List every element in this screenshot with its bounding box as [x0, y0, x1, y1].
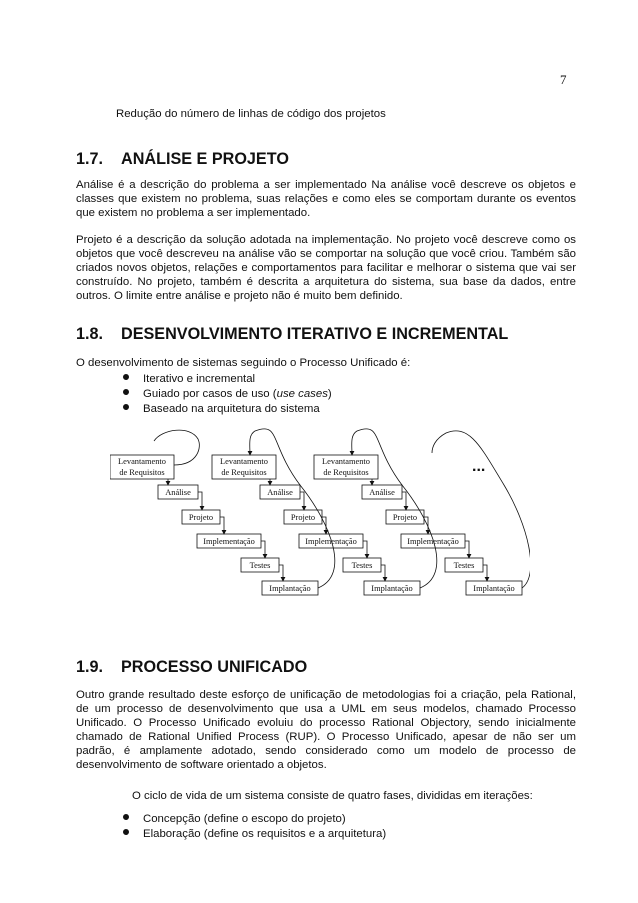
label-implantacao: Implantação — [371, 584, 413, 593]
bullet-item — [123, 387, 332, 401]
paragraph-ciclo-de-vida: O ciclo de vida de um sistema consiste de quatro fases, divididas em iterações: — [132, 790, 533, 802]
paragraph-analise: Análise é a descrição do problema a ser implementado Na análise você descreve os objetos e classes que existem no problema, suas relações e como eles se comportam durante os eventos que existem no problema a ser implementado. — [76, 179, 576, 219]
bullet-item — [123, 812, 346, 826]
label-implantacao: Implantação — [473, 584, 515, 593]
label-projeto: Projeto — [290, 513, 316, 522]
bullet-text: Iterativo e incremental — [143, 373, 256, 385]
label-implementacao: Implementação — [407, 537, 459, 546]
section-title: ANÁLISE E PROJETO — [121, 150, 289, 168]
bullet-item — [123, 827, 386, 841]
label-requisitos: de Requisitos — [323, 468, 369, 477]
bullet-item — [123, 402, 320, 416]
label-projeto: Projeto — [392, 513, 418, 522]
label-levantamento: Levantamento — [322, 457, 370, 466]
label-testes: Testes — [249, 561, 271, 570]
section-title: DESENVOLVIMENTO ITERATIVO E INCREMENTAL — [121, 325, 509, 343]
label-analise: Análise — [369, 488, 395, 497]
label-implementacao: Implementação — [305, 537, 357, 546]
label-testes: Testes — [351, 561, 373, 570]
section-number: 1.7. — [76, 150, 104, 168]
bullet-text: Concepção (define o escopo do projeto) — [143, 813, 346, 825]
bullet-dot — [123, 404, 129, 410]
section-number: 1.9. — [76, 658, 104, 676]
bullet-text: Guiado por casos de uso ( — [143, 388, 277, 400]
paragraph-processo-unificado: Outro grande resultado deste esforço de unificação de metodologias foi a criação, pela Rational, de um processo de desenvolvimento que usa a UML em seus modelos, chamado Processo Unificado. O Processo Unificado evoluiu do processo Rational Objectory, sendo inicialmente chamado de Rational Unified Process (RUP). O Processo Unificado, apesar de não ser um padrão, é amplamente adotado, sendo considerado como um modelo de processo de desenvolvimento de software orientado a objetos. — [76, 689, 576, 771]
label-levantamento: Levantamento — [220, 457, 268, 466]
bullet-text: Baseado na arquitetura do sistema — [143, 403, 320, 415]
label-levantamento: Levantamento — [118, 457, 166, 466]
intro-line: Redução do número de linhas de código dos projetos — [116, 108, 386, 120]
label-testes: Testes — [453, 561, 475, 570]
page-number: 7 — [560, 72, 567, 87]
label-implantacao: Implantação — [269, 584, 311, 593]
bullet-dot — [123, 814, 129, 820]
bullet-text: Elaboração (define os requisitos e a arquitetura) — [143, 828, 387, 840]
bullet-text-italic: use cases — [276, 388, 328, 400]
label-projeto: Projeto — [188, 513, 214, 522]
label-implementacao: Implementação — [203, 537, 255, 546]
bullet-text: ) — [327, 388, 332, 400]
section-1-8-heading — [76, 325, 508, 344]
iterative-process-diagram — [110, 425, 530, 625]
label-requisitos: de Requisitos — [119, 468, 165, 477]
section-title: PROCESSO UNIFICADO — [121, 658, 308, 676]
bullet-item — [123, 372, 255, 386]
bullet-dot — [123, 389, 129, 395]
section-number: 1.8. — [76, 325, 104, 343]
ellipsis: ... — [472, 458, 486, 475]
iteration-3 — [314, 455, 522, 595]
bullet-dot — [123, 374, 129, 380]
section-1-8-intro: O desenvolvimento de sistemas seguindo o Processo Unificado é: — [76, 357, 411, 369]
label-analise: Análise — [267, 488, 293, 497]
section-1-7-heading — [76, 150, 289, 169]
paragraph-projeto: Projeto é a descrição da solução adotada na implementação. No projeto você descreve como os objetos que você descreveu na análise vão se comportar na solução que você criou. Também são criados novos objetos, relações e comportamentos para facilitar e melhorar o sistema que vai ser construído. No projeto, também é descrita a arquitetura do sistema, sua base da dados, entre outros. O limite entre análise e projeto não é muito bem definido. — [76, 234, 576, 302]
section-1-9-heading — [76, 658, 307, 677]
label-analise: Análise — [165, 488, 191, 497]
label-requisitos: de Requisitos — [221, 468, 267, 477]
bullet-dot — [123, 829, 129, 835]
